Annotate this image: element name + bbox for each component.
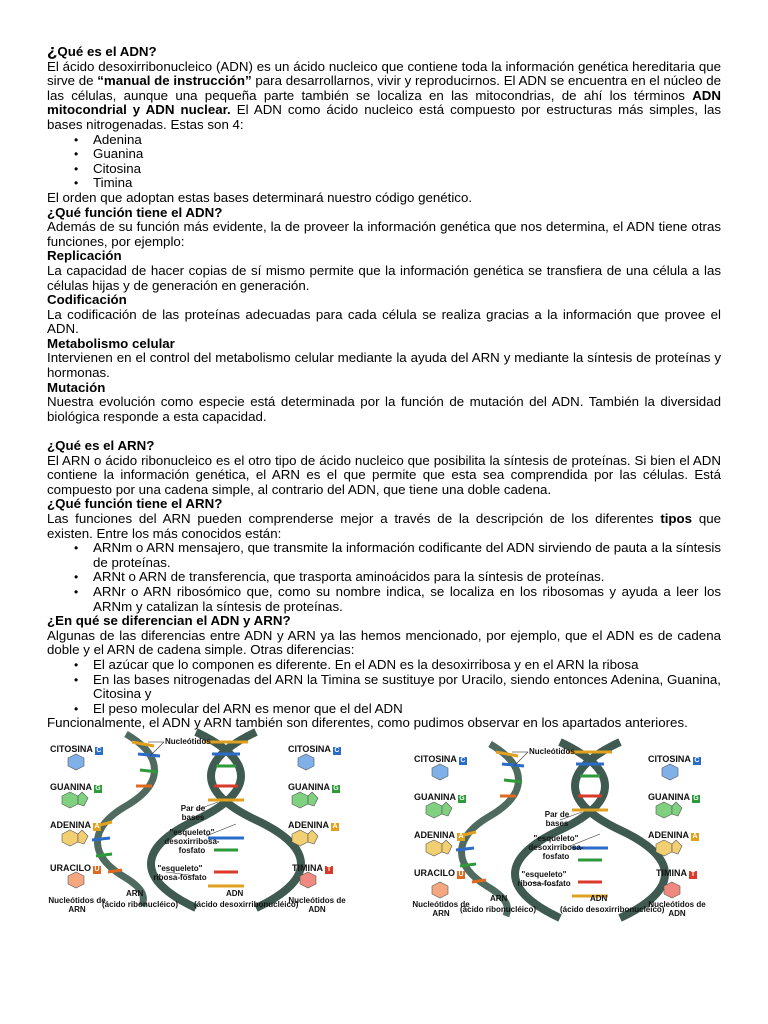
label-citosina-right: CITOSINA C [288,744,340,754]
paragraph-arn-definition: El ARN o ácido ribonucleico es el otro tipo de ácido nucleico que posibilita la síntesis de proteínas. Si bien el ADN contiene la información genética, el ARN es el que permite que esta sea comprendida por las células. Está compuesto por una cadena simple, al contrario del ADN, que tiene una doble cadena. [47,452,721,497]
label-nucleotidos-adn: Nucleótidos de ADN [288,896,346,914]
label-esqueleto-desoxirribosa: "esqueleto" desoxirribosa-fosfato [164,828,220,855]
rna-strand [92,734,160,906]
bases-list [47,133,721,191]
rna-strand [456,744,524,916]
list-item: • El azúcar que lo componen es diferente. En el ADN es la desoxirribosa y en el ARN la ribosa [93,658,721,673]
list-item: • Guanina [93,147,721,162]
dna-rna-figure-right [410,736,720,926]
label-timina: TIMINA T [656,868,696,878]
dna-double-helix [515,742,665,918]
paragraph-codigo-genetico: El orden que adoptan estas bases determinará nuestro código genético. [47,189,473,205]
label-uracilo: URACILO U [50,863,100,873]
label-arn-full: (ácido ribonucléico) [102,900,179,909]
label-adn: ADN [590,894,608,903]
subheading-mutacion: Mutación [47,379,106,395]
label-esqueleto-ribosa: "esqueleto" ribosa-fosfato [153,864,207,882]
label-esqueleto-desoxirribosa: "esqueleto" desoxirribosa-fosfato [528,834,584,861]
spacer [47,424,721,439]
list-item: • Timina [93,176,721,191]
paragraph-funcion-arn-intro: Las funciones del ARN pueden comprenderse mejor a través de la descripción de los diferentes tipos que existen. Entre los más conocidos están: [47,511,722,541]
label-nucleotidos-arn: Nucleótidos de ARN [412,900,470,918]
heading-diferencias: ¿En qué se diferencian el ADN y ARN? [47,613,291,629]
label-adn: ADN [226,889,244,898]
paragraph-funcion-intro: Además de su función más evidente, la de proveer la información genética que nos determina, el ADN tiene otras funciones, por ejemplo: [47,219,721,249]
differences-list [47,658,721,716]
label-nucleotidos-arn: Nucleótidos de ARN [48,896,106,914]
list-item: • ARNm o ARN mensajero, que transmite la información codificante del ADN sirviendo de pauta a la síntesis de proteínas. [93,541,721,570]
heading-que-es-arn: ¿Qué es el ARN? [47,438,155,454]
heading-funcion-arn: ¿Qué función tiene el ARN? [47,496,223,512]
label-arn: ARN [490,894,508,903]
heading-funcion-adn: ¿Qué función tiene el ADN? [47,204,223,220]
label-adenina-right: ADENINA A [648,830,698,840]
list-item: • Citosina [93,162,721,177]
label-guanina-right: GUANINA G [288,782,339,792]
label-guanina-left: GUANINA G [414,792,465,802]
label-uracilo: URACILO U [414,868,464,878]
label-nucleotidos-adn: Nucleótidos de ADN [648,900,706,918]
paragraph-diferencias-intro: Algunas de las diferencias entre ADN y ARN ya las hemos mencionado, por ejemplo, que el ADN es de cadena doble y el ARN de cadena simple. Otras diferencias: [47,627,721,658]
paragraph-metabolismo: Intervienen en el control del metabolismo celular mediante la ayuda del ARN y mediante la síntesis de proteínas y hormonas. [47,350,721,381]
label-citosina-right: CITOSINA C [648,754,700,764]
dna-rna-figure-left [46,726,356,916]
label-nucleotidos: Nucleótidos [165,737,211,746]
label-guanina-left: GUANINA G [50,782,101,792]
label-adn-full: (ácido desoxirribonucléico) [194,900,299,909]
label-adenina-left: ADENINA A [50,820,100,830]
label-guanina-right: GUANINA G [648,792,699,802]
list-item: • Adenina [93,133,721,148]
label-esqueleto-ribosa: "esqueleto" ribosa-fosfato [517,870,571,888]
label-adenina-left: ADENINA A [414,830,464,840]
label-timina: TIMINA T [292,863,332,873]
label-arn-full: (ácido ribonucléico) [460,905,537,914]
label-citosina-left: CITOSINA C [414,754,466,764]
label-nucleotidos: Nucleótidos [529,747,575,756]
paragraph-replicacion: La capacidad de hacer copias de sí mismo permite que la información genética se transfiera de una célula a las células hijas y de generación en generación. [47,262,721,293]
label-adn-full: (ácido desoxirribonucléico) [560,905,665,914]
subheading-metabolismo: Metabolismo celular [47,335,175,351]
paragraph-closing: Funcionalmente, el ADN y ARN también son diferentes, como pudimos observar en los apartados anteriores. [47,715,688,731]
list-item: • ARNt o ARN de transferencia, que trasporta aminoácidos para la síntesis de proteínas. [93,570,721,585]
label-par-de-bases: Par de bases [180,804,206,822]
label-citosina-left: CITOSINA C [50,744,102,754]
label-arn: ARN [126,889,144,898]
subheading-replicacion: Replicación [47,248,122,264]
document-body [47,41,722,731]
subheading-codificacion: Codificación [47,292,127,308]
label-adenina-right: ADENINA A [288,820,338,830]
label-par-de-bases: Par de bases [544,810,570,828]
list-item: • ARNr o ARN ribosómico que, como su nombre indica, se localiza en los ribosomas y ayuda a leer los ARNm y catalizan la síntesis de proteínas. [93,585,721,614]
paragraph-codificacion: La codificación de las proteínas adecuadas para cada célula se realiza gracias a la información que provee el ADN. [47,306,721,337]
paragraph-mutacion: Nuestra evolución como especie está determinada por la función de mutación del ADN. También la diversidad biológica responde a esta capacidad. [47,394,721,424]
paragraph-adn-definition: El ácido desoxirribonucleico (ADN) es un ácido nucleico que contiene toda la información genética hereditaria que sirve de “manual de instrucción” para desarrollarnos, vivir y reproducirnos. El ADN se encuentra en el núcleo de las células, aunque una pequeña parte también se localiza en las mitocondrias, de ahí los términos ADN mitocondrial y ADN nuclear. El ADN como ácido nucleico está compuesto por estructuras más simples, las bases nitrogenadas. Estas son 4: [47,58,722,132]
list-item: • En las bases nitrogenadas del ARN la Timina se sustituye por Uracilo, siendo entonces Adenina, Guanina, Citosina y [93,673,721,702]
heading-que-es-adn: ¿Qué es el ADN? [47,41,157,60]
arn-types-list [47,541,721,614]
list-item: • El peso molecular del ARN es menor que el del ADN [93,702,721,717]
